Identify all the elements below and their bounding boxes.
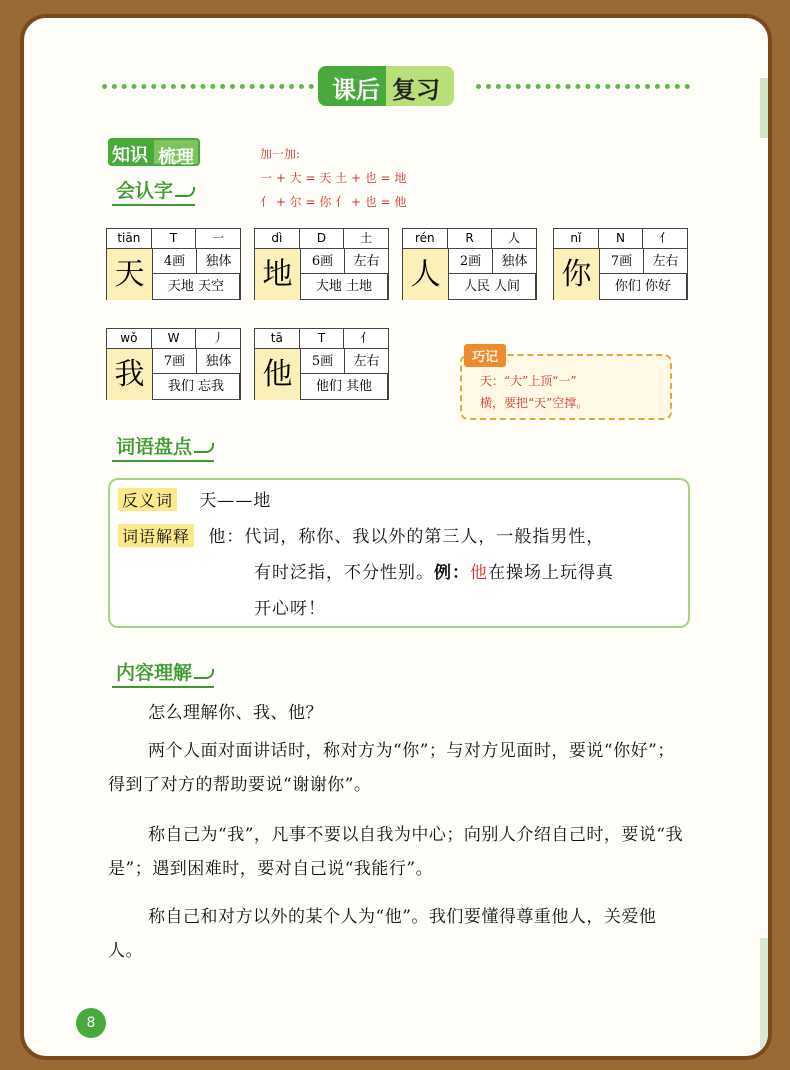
card-radical: 亻 (659, 231, 672, 245)
page-number: 8 (76, 1008, 106, 1038)
learn-chars-heading (116, 176, 195, 203)
vocab-heading-text: 词语盘点 (116, 436, 193, 458)
antonym-label: 反义词 (118, 488, 177, 511)
explain-line-1: 他：代词，称你、我以外的第三人，一般指男性， (208, 527, 605, 547)
header-dots-right (476, 84, 690, 90)
explain-line-3: 开心呀！ (254, 599, 326, 619)
card-structure: 独体 (501, 254, 528, 269)
note-line: 一 + 大 = 天 土 + 也 = 地 (260, 171, 407, 185)
header-title-part2: 复习 (386, 66, 454, 106)
card-char: 我 (107, 349, 153, 400)
knowledge-tag-2: 梳理 (152, 138, 200, 166)
card-char: 你 (554, 249, 600, 300)
card-pinyin: wǒ (107, 329, 152, 348)
card-letter: R (448, 229, 493, 248)
vocab-box (108, 478, 690, 628)
card-letter: T (300, 329, 345, 348)
content-heading (116, 658, 214, 685)
explain-line-2a: 有时泛指，不分性别。 (254, 563, 434, 583)
card-words: 天地 天空 (153, 274, 240, 299)
knowledge-tag-1: 知识 (108, 138, 152, 166)
example-word: 他 (470, 563, 488, 583)
card-strokes: 4画 (153, 249, 197, 273)
card-strokes: 7画 (153, 349, 197, 373)
char-card (106, 228, 241, 300)
card-letter: T (152, 229, 197, 248)
card-words: 我们 忘我 (153, 374, 240, 399)
memory-tip-line: 天：“大”上顶“一” (480, 374, 577, 388)
card-letter: N (599, 229, 644, 248)
note-line: 加一加: (260, 147, 301, 161)
content-paragraph: 称自己为“我”，凡事不要以自我为中心；向别人介绍自己时，要说“我是”；遇到困难时，要对自己说“我能行”。 (108, 825, 684, 879)
note-line: 亻 + 尔 = 你 亻 + 也 = 他 (260, 195, 407, 209)
memory-tip-line: 横，要把“天”空撑。 (480, 396, 589, 410)
card-letter: D (300, 229, 345, 248)
header-title-part1: 课后 (318, 66, 386, 106)
char-card (402, 228, 537, 300)
memory-tip (460, 350, 672, 420)
example-label: 例： (434, 563, 470, 583)
card-words: 人民 人间 (449, 274, 536, 299)
card-radical: 丿 (212, 331, 225, 345)
learn-chars-heading-text: 会认字 (116, 180, 174, 202)
card-char: 地 (255, 249, 301, 300)
card-pinyin: tā (255, 329, 300, 348)
knowledge-tag (108, 138, 200, 166)
card-structure: 独体 (205, 254, 232, 269)
card-strokes: 7画 (600, 249, 644, 273)
card-pinyin: rén (403, 229, 448, 248)
explain-label: 词语解释 (118, 524, 194, 547)
card-strokes: 2画 (449, 249, 493, 273)
card-char: 他 (255, 349, 301, 400)
memory-tip-label: 巧记 (464, 344, 506, 367)
char-card (106, 328, 241, 400)
card-structure: 左右 (353, 354, 380, 369)
antonym-text: 天——地 (199, 491, 272, 511)
card-pinyin: dì (255, 229, 300, 248)
header-title (318, 66, 454, 106)
page-edge-strip-lower (760, 938, 768, 1048)
card-char: 天 (107, 249, 153, 300)
card-words: 你们 你好 (600, 274, 687, 299)
card-radical: 人 (508, 231, 521, 245)
content-paragraph: 两个人面对面讲话时，称对方为“你”；与对方见面时，要说“你好”；得到了对方的帮助要说“谢谢你”。 (108, 741, 675, 795)
card-structure: 独体 (205, 354, 232, 369)
card-pinyin: tiān (107, 229, 152, 248)
card-letter: W (152, 329, 197, 348)
card-char: 人 (403, 249, 449, 300)
char-card (553, 228, 688, 300)
char-card (254, 228, 389, 300)
page (20, 14, 772, 1060)
card-structure: 左右 (652, 254, 679, 269)
card-pinyin: nǐ (554, 229, 599, 248)
card-radical: 亻 (360, 331, 373, 345)
card-strokes: 5画 (301, 349, 345, 373)
content-paragraph: 怎么理解你、我、他？ (148, 703, 323, 723)
card-radical: 一 (212, 231, 225, 245)
header-dots-left (102, 84, 314, 90)
add-notes (260, 142, 407, 214)
page-edge-strip (760, 78, 768, 138)
card-strokes: 6画 (301, 249, 345, 273)
explain-line-2b: 在操场上玩得真 (488, 563, 614, 583)
char-card (254, 328, 389, 400)
card-structure: 左右 (353, 254, 380, 269)
card-words: 大地 土地 (301, 274, 388, 299)
card-radical: 土 (360, 231, 373, 245)
vocab-heading (116, 432, 214, 459)
content-paragraph: 称自己和对方以外的某个人为“他”。我们要懂得尊重他人，关爱他人。 (108, 907, 657, 961)
card-words: 他们 其他 (301, 374, 388, 399)
content-heading-text: 内容理解 (116, 662, 193, 684)
